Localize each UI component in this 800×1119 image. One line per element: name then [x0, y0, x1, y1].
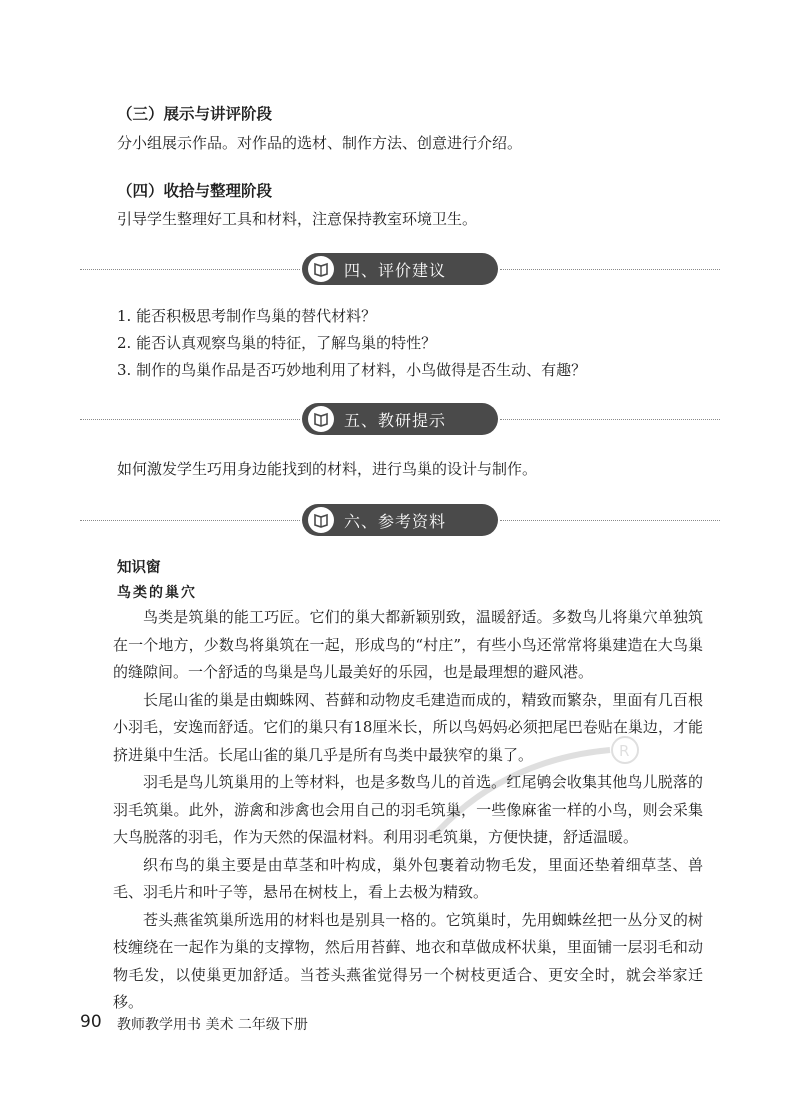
body-paragraph: 苍头燕雀筑巢所选用的材料也是别具一格的。它筑巢时，先用蜘蛛丝把一丛分叉的树枝缠绕在一起作为巢的支撑物，然后用苔藓、地衣和草做成杯状巢，里面铺一层羽毛和动物毛发，以使巢更加舒适。当苍头燕雀觉得另一个树枝更适合、更安全时，就会举家迁移。 [113, 910, 703, 1011]
reference-banner [80, 504, 720, 538]
page-number: 90 [80, 1012, 102, 1032]
research-text: 如何激发学生巧用身边能找到的材料，进行鸟巢的设计与制作。 [117, 460, 538, 478]
body-paragraph: 羽毛是鸟儿筑巢用的上等材料，也是多数鸟儿的首选。红尾鸲会收集其他鸟儿脱落的羽毛筑巢。此外，游禽和涉禽也会用自己的羽毛筑巢，一些像麻雀一样的小鸟，则会采集大鸟脱落的羽毛，作为天然的保温材料。利用羽毛筑巢，方便快捷，舒适温暖。 [113, 773, 703, 846]
book-icon [308, 507, 334, 533]
banner-pill [302, 403, 498, 435]
banner-divider [80, 419, 300, 420]
banner-divider [500, 520, 720, 521]
banner-divider [500, 269, 720, 270]
svg-text:R: R [619, 742, 630, 760]
book-icon [308, 406, 334, 432]
research-banner [80, 403, 720, 437]
banner-title: 五、教研提示 [344, 410, 447, 430]
knowledge-title: 鸟类的巢穴 [117, 585, 197, 601]
banner-pill [302, 504, 498, 536]
body-paragraph: 长尾山雀的巢是由蜘蛛网、苔藓和动物皮毛建造而成的，精致而繁杂，里面有几百根小羽毛，安逸而舒适。它们的巢只有18厘米长，所以鸟妈妈必须把尾巴卷贴在巢边，才能挤进巢中生活。长尾山雀的巢几乎是所有鸟类中最狭窄的巢了。 [113, 690, 703, 764]
banner-title: 四、评价建议 [344, 260, 447, 280]
book-title: 教师教学用书 美术 二年级下册 [117, 1017, 308, 1033]
knowledge-label: 知识窗 [117, 560, 161, 576]
banner-divider [80, 520, 300, 521]
stage4-heading: （四）收拾与整理阶段 [117, 182, 273, 200]
banner-divider [500, 419, 720, 420]
stage4-text: 引导学生整理好工具和材料，注意保持教室环境卫生。 [117, 210, 478, 228]
banner-title: 六、参考资料 [344, 511, 447, 531]
banner-pill [302, 253, 498, 285]
registered-mark-icon [420, 720, 650, 870]
body-paragraph: 织布鸟的巢主要是由草茎和叶构成，巢外包裹着动物毛发，里面还垫着细草茎、兽毛、羽毛片和叶子等，悬吊在树枝上，看上去极为精致。 [113, 855, 703, 901]
stage3-heading: （三）展示与讲评阶段 [117, 105, 273, 123]
evaluation-banner [80, 253, 720, 287]
list-item: 1. 能否积极思考制作鸟巢的替代材料？ [117, 307, 377, 325]
book-icon [308, 256, 334, 282]
list-item: 2. 能否认真观察鸟巢的特征，了解鸟巢的特性？ [117, 334, 437, 352]
body-paragraph: 鸟类是筑巢的能工巧匠。它们的巢大都新颖别致，温暖舒适。多数鸟儿将巢穴单独筑在一个地方，少数鸟将巢筑在一起，形成鸟的“村庄”，有些小鸟还常常将巢建造在大鸟巢的缝隙间。一个舒适的鸟巢是鸟儿最美好的乐园，也是最理想的避风港。 [113, 608, 703, 681]
stage3-text: 分小组展示作品。对作品的选材、制作方法、创意进行介绍。 [117, 134, 523, 152]
list-item: 3. 制作的鸟巢作品是否巧妙地利用了材料，小鸟做得是否生动、有趣？ [117, 361, 587, 379]
banner-divider [80, 269, 300, 270]
